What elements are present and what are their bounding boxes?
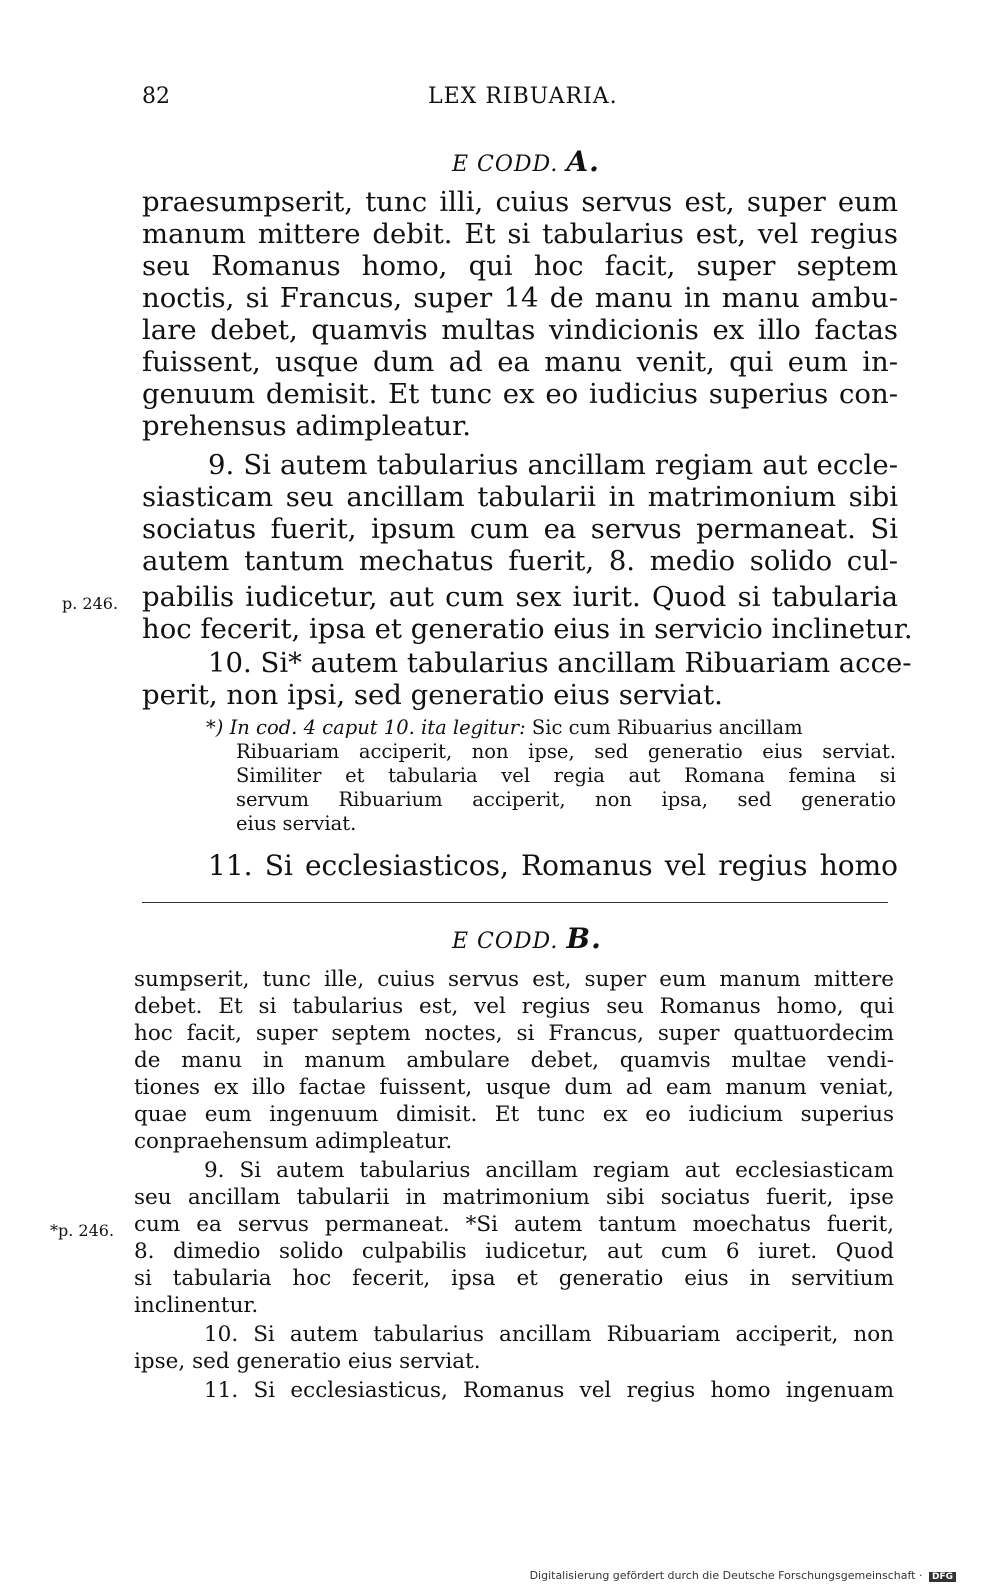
text-line: hoc fecerit, ipsa et generatio eius in servicio inclinetur. xyxy=(142,613,913,645)
section-b-heading xyxy=(452,922,602,955)
digitization-note xyxy=(530,1569,956,1582)
text-line: 9. Si autem tabularius ancillam regiam aut ecclesiasticam xyxy=(204,1158,894,1183)
section-a-heading-prefix: E CODD. xyxy=(452,152,559,177)
footnote-intro: In cod. 4 caput 10. ita legitur: xyxy=(229,716,526,739)
section-b-heading-letter: B. xyxy=(566,922,602,955)
footnote-line: servum Ribuarium acciperit, non ipsa, sed generatio xyxy=(236,788,896,811)
text-line: conpraehensum adimpleatur. xyxy=(134,1129,453,1154)
text-line: perit, non ipsi, sed generatio eius serviat. xyxy=(142,679,723,711)
footnote-line: Ribuariam acciperit, non ipse, sed generatio eius serviat. xyxy=(236,740,896,763)
digitization-note-text: Digitalisierung gefördert durch die Deutsche Forschungsgemeinschaft · xyxy=(529,1569,923,1582)
text-line: seu ancillam tabularii in matrimonium sibi sociatus fuerit, ipse xyxy=(134,1185,894,1210)
text-line: 10. Si autem tabularius ancillam Ribuariam acciperit, non xyxy=(204,1322,894,1347)
text-line: praesumpserit, tunc illi, cuius servus est, super eum xyxy=(142,186,898,218)
text-line: tiones ex illo factae fuissent, usque dum ad eam manum veniat, xyxy=(134,1075,894,1100)
text-line: genuum demisit. Et tunc ex eo iudicius superius con- xyxy=(142,378,898,410)
text-line: 11. Si ecclesiasticus, Romanus vel regius homo ingenuam xyxy=(204,1378,894,1403)
text-line: sumpserit, tunc ille, cuius servus est, super eum manum mittere xyxy=(134,967,894,992)
text-line: hoc facit, super septem noctes, si Francus, super quattuordecim xyxy=(134,1021,894,1046)
text-line: quae eum ingenuum dimisit. Et tunc ex eo iudicium superius xyxy=(134,1102,894,1127)
footnote-line: eius serviat. xyxy=(236,812,357,835)
text-line: fuissent, usque dum ad ea manu venit, qui eum in- xyxy=(142,346,898,378)
text-line: cum ea servus permaneat. *Si autem tantum moechatus fuerit, xyxy=(134,1212,894,1237)
text-line: 9. Si autem tabularius ancillam regiam aut eccle- xyxy=(208,449,898,481)
text-line: si tabularia hoc fecerit, ipsa et generatio eius in servitium xyxy=(134,1266,894,1291)
text-line: de manu in manum ambulare debet, quamvis multae vendi- xyxy=(134,1048,894,1073)
text-line: inclinentur. xyxy=(134,1293,259,1318)
text-line: sociatus fuerit, ipsum cum ea servus permaneat. Si xyxy=(142,513,898,545)
dfg-logo: DFG xyxy=(929,1572,956,1582)
section-a-heading xyxy=(452,145,600,178)
text-line: prehensus adimpleatur. xyxy=(142,410,471,442)
section-a-heading-letter: A. xyxy=(566,145,600,178)
text-line: lare debet, quamvis multas vindicionis ex illo factas xyxy=(142,314,898,346)
text-line: 10. Si* autem tabularius ancillam Ribuariam acce- xyxy=(208,647,912,679)
text-line: seu Romanus homo, qui hoc facit, super septem xyxy=(142,250,898,282)
text-line: siasticam seu ancillam tabularii in matrimonium sibi xyxy=(142,481,898,513)
text-line: ipse, sed generatio eius serviat. xyxy=(134,1349,481,1374)
section-divider xyxy=(142,902,888,903)
text-line: 8. dimedio solido culpabilis iudicetur, aut cum 6 iuret. Quod xyxy=(134,1239,894,1264)
running-title: LEX RIBUARIA. xyxy=(428,84,618,109)
page-number: 82 xyxy=(142,84,170,109)
text-line: noctis, si Francus, super 14 de manu in manu ambu- xyxy=(142,282,898,314)
margin-page-reference: *p. 246. xyxy=(50,1221,115,1240)
footnote-first-line xyxy=(206,716,896,740)
text-line: pabilis iudicetur, aut cum sex iurit. Quod si tabularia xyxy=(142,581,898,613)
text-line: 11. Si ecclesiasticos, Romanus vel regius homo xyxy=(208,849,898,882)
footnote-text: Sic cum Ribuarius ancillam xyxy=(531,716,803,739)
section-b-heading-prefix: E CODD. xyxy=(452,929,559,954)
text-line: autem tantum mechatus fuerit, 8. medio solido cul- xyxy=(142,545,898,577)
footnote-mark: *) xyxy=(206,716,224,739)
text-line: manum mittere debit. Et si tabularius est, vel regius xyxy=(142,218,898,250)
margin-page-reference: p. 246. xyxy=(62,594,119,613)
text-line: debet. Et si tabularius est, vel regius seu Romanus homo, qui xyxy=(134,994,894,1019)
footnote-line: Similiter et tabularia vel regia aut Romana femina si xyxy=(236,764,896,787)
